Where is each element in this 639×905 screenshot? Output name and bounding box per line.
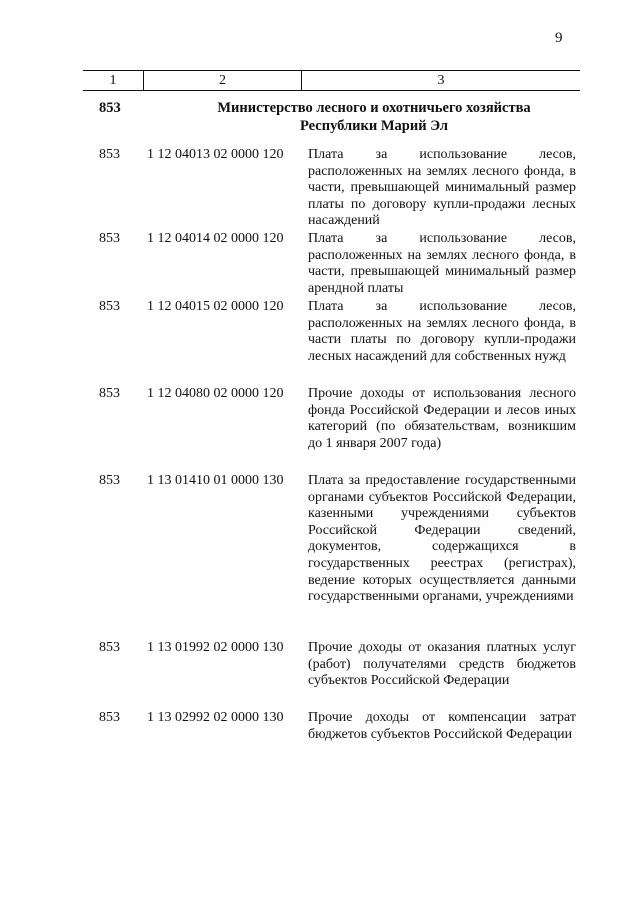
income-description: Плата за использование лесов, расположенных на землях лесного фонда, в части, превышающей минимальный размер арендной платы [308, 231, 576, 296]
kbk-code: 1 12 04015 02 0000 120 [147, 299, 284, 314]
income-description: Плата за использование лесов, расположенных на землях лесного фонда, в части платы по договору купли-продажи лесных насаждений для собственных нужд [308, 299, 576, 364]
kbk-code: 1 13 02992 02 0000 130 [147, 710, 284, 725]
page-number: 9 [555, 30, 563, 46]
income-description: Плата за использование лесов, расположенных на землях лесного фонда, в части, превышающей минимальный размер платы по договору купли-продажи лесных насаждений [308, 147, 576, 229]
income-description: Плата за предоставление государственными органами субъектов Российской Федерации, казенными учреждениями субъектов Российской Федерации сведений, документов, содержащихся в государственных реестрах (регистрах), ведение которых осуществляется данными государственными органами, учреждениями [308, 473, 576, 605]
kbk-code: 1 13 01992 02 0000 130 [147, 640, 284, 655]
admin-code: 853 [99, 147, 120, 162]
kbk-code: 1 13 01410 01 0000 130 [147, 473, 284, 488]
table-row [95, 299, 580, 385]
income-description: Прочие доходы от оказания платных услуг (работ) получателями средств бюджетов субъектов Российской Федерации [308, 640, 576, 689]
income-description: Прочие доходы от использования лесного фонда Российской Федерации и лесов иных категорий (по обязательствам, возникшим до 1 января 2007 года) [308, 386, 576, 451]
header-col-3: 3 [437, 73, 445, 88]
admin-code: 853 [99, 473, 120, 488]
table-row [95, 231, 580, 298]
income-table [95, 147, 580, 762]
kbk-code: 1 12 04014 02 0000 120 [147, 231, 284, 246]
kbk-code: 1 12 04013 02 0000 120 [147, 147, 284, 162]
table-row [95, 386, 580, 472]
header-col-1: 1 [83, 71, 144, 90]
table-row [95, 710, 580, 762]
table-row [95, 473, 580, 639]
admin-code: 853 [99, 299, 120, 314]
admin-code: 853 [99, 710, 120, 725]
header-col-2: 2 [144, 71, 302, 90]
income-description: Прочие доходы от компенсации затрат бюджетов субъектов Российской Федерации [308, 710, 576, 742]
ministry-code: 853 [99, 100, 121, 116]
admin-code: 853 [99, 386, 120, 401]
ministry-title: Министерство лесного и охотничьего хозяйства Республики Марий Эл [217, 100, 531, 134]
table-row [95, 147, 580, 230]
table-row [95, 640, 580, 709]
admin-code: 853 [99, 231, 120, 246]
admin-code: 853 [99, 640, 120, 655]
kbk-code: 1 12 04080 02 0000 120 [147, 386, 284, 401]
table-header [83, 70, 580, 91]
